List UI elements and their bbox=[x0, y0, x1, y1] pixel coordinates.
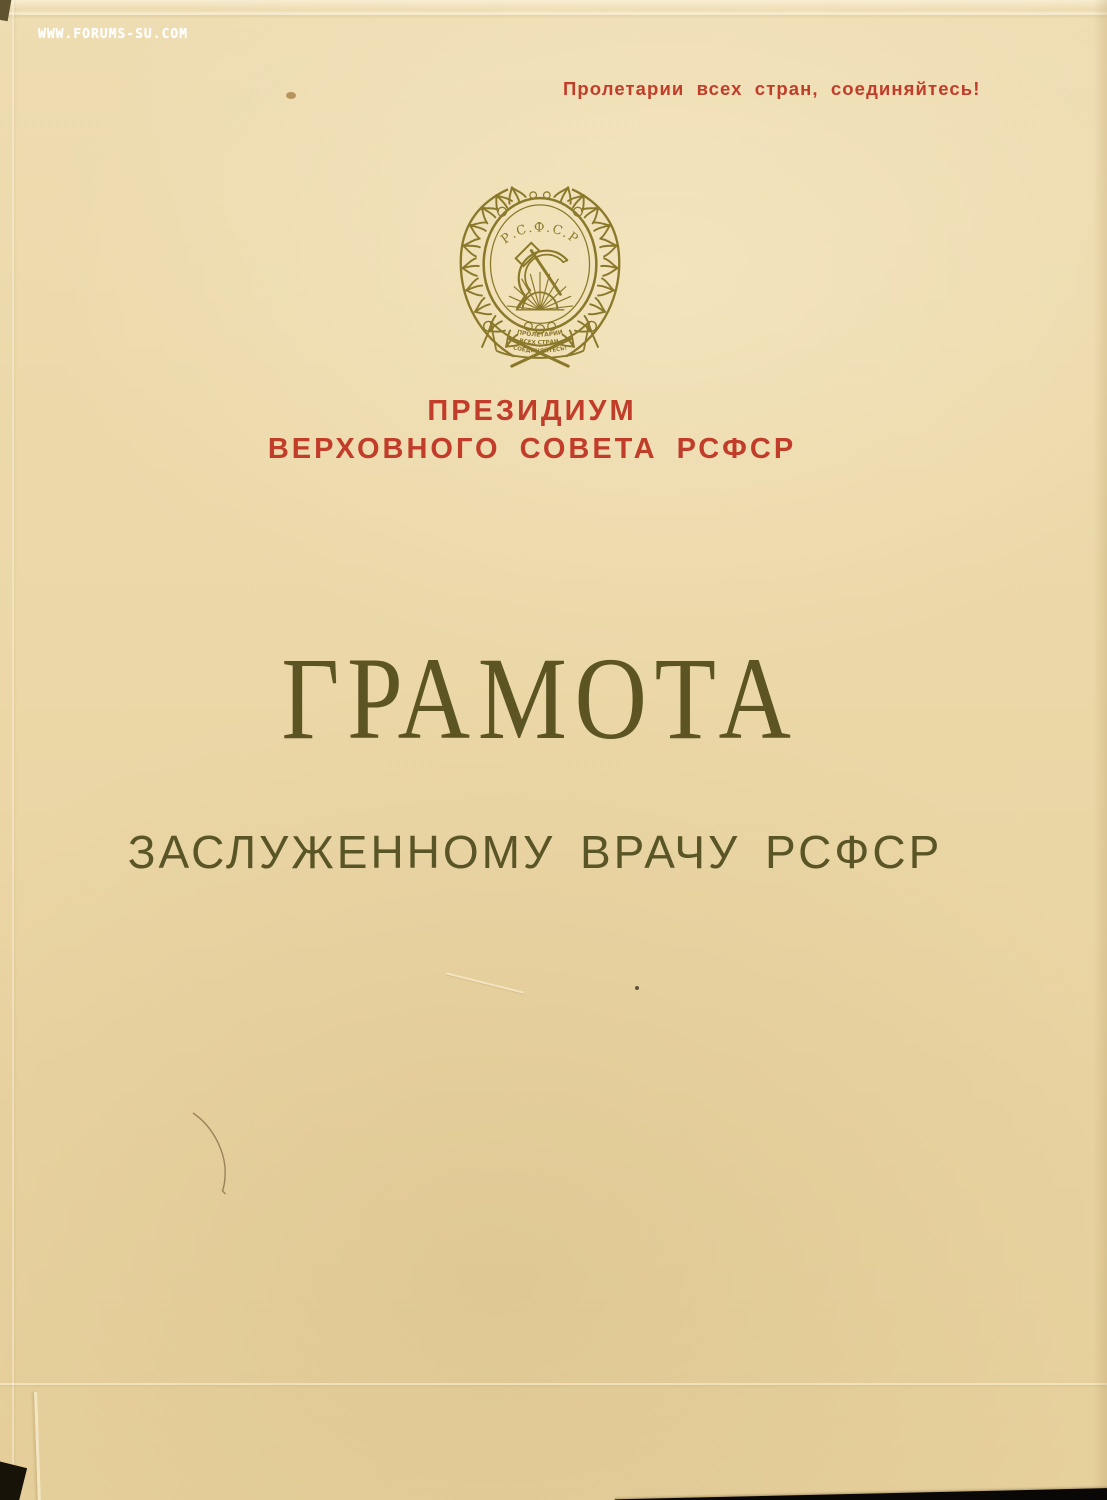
hammer-sickle-icon bbox=[516, 243, 567, 308]
svg-text:СОЕДИНЯЙТЕСЬ!: СОЕДИНЯЙТЕСЬ! bbox=[512, 345, 568, 355]
paper-right-shadow bbox=[1093, 0, 1107, 1500]
paper-torn-left-edge bbox=[34, 1392, 41, 1500]
paper-speck bbox=[286, 92, 296, 99]
wreath-right bbox=[553, 184, 619, 356]
svg-text:ПРОЛЕТАРИИ: ПРОЛЕТАРИИ bbox=[516, 328, 564, 339]
scan-corner-bottom-left bbox=[0, 1461, 27, 1500]
sun-rays bbox=[507, 272, 573, 310]
watermark-text: WWW.FORUMS-SU.COM bbox=[38, 27, 189, 42]
paper-small-crease bbox=[446, 972, 524, 993]
issuer-line-2: ВЕРХОВНОГО СОВЕТА РСФСР bbox=[267, 433, 797, 465]
paper-left-fold-line bbox=[12, 0, 14, 1500]
scan-bottom-edge bbox=[615, 1488, 1107, 1500]
paper-lower-crease bbox=[0, 1383, 1107, 1385]
wreath-left bbox=[461, 184, 527, 356]
rsfsr-emblem-icon bbox=[438, 166, 642, 372]
certificate-subtitle: ЗАСЛУЖЕННОМУ ВРАЧУ РСФСР bbox=[127, 826, 943, 878]
emblem-shield-text: Р.С.Ф.С.Р bbox=[497, 219, 583, 247]
slogan-text: Пролетарии всех стран, соединяйтесь! bbox=[563, 78, 981, 99]
paper-scratch-mark bbox=[185, 1105, 245, 1200]
certificate-title: ГРАМОТА bbox=[281, 633, 799, 764]
issuer-line-1: ПРЕЗИДИУМ bbox=[427, 395, 637, 427]
svg-text:ВСЕХ СТРАН,: ВСЕХ СТРАН, bbox=[518, 338, 562, 347]
paper-top-crease bbox=[0, 12, 1107, 15]
issuer-heading bbox=[152, 392, 912, 468]
paper-top-edge-highlight bbox=[0, 0, 1107, 9]
emblem-ribbon-text bbox=[512, 329, 567, 355]
scan-corner-top-left bbox=[0, 0, 12, 21]
paper-speck-small bbox=[635, 986, 639, 990]
